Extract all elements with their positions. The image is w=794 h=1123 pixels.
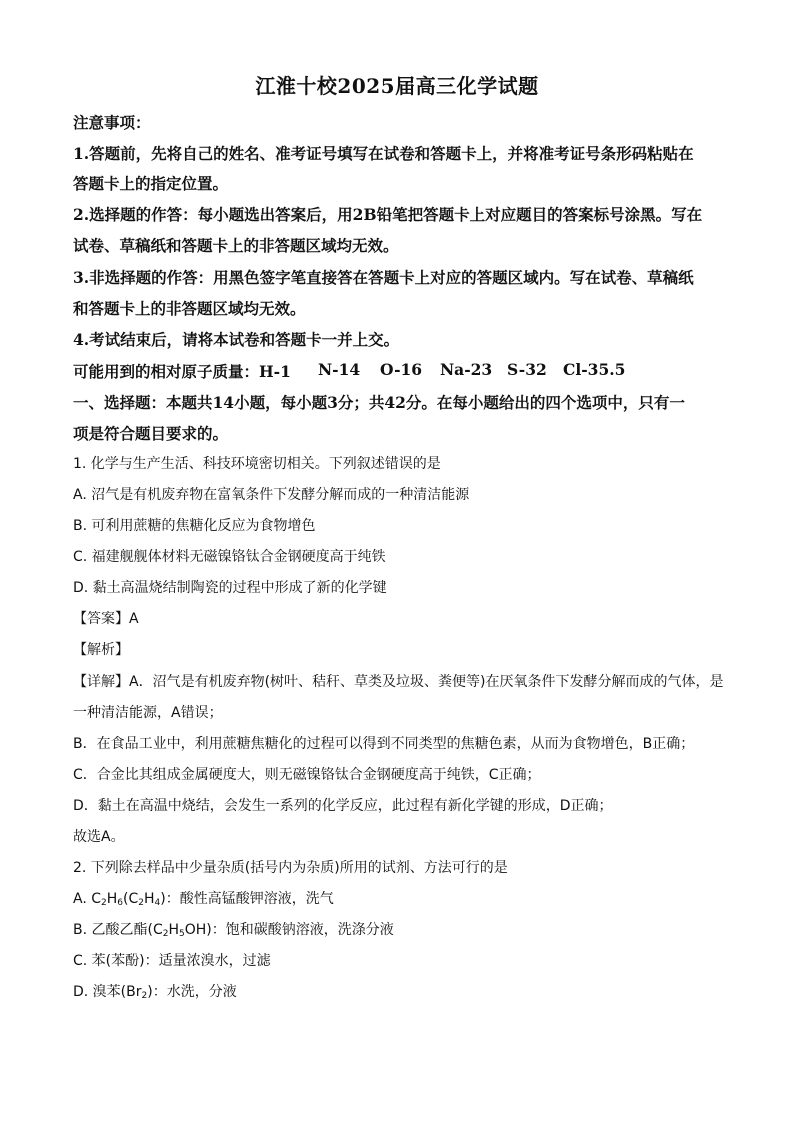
q1-analysis-label: 【解析】 (73, 642, 129, 658)
page-title: 江淮十校2025届高三化学试题 (255, 74, 539, 98)
notice-item-3b: 和答题卡上的非答题区域均无效。 (73, 299, 306, 318)
section-1-heading-b: 项是符合题目要求的。 (73, 424, 229, 443)
notice-item-2b: 试卷、草稿纸和答题卡上的非答题区域均无效。 (73, 236, 399, 255)
mass-cl: Cl-35.5 (563, 360, 626, 379)
q1-detail-e: D．黏土在高温中烧结，会发生一系列的化学反应，此过程有新化学键的形成，D正确； (73, 798, 613, 814)
q1-detail-d: C．合金比其组成金属硬度大，则无磁镍铬钛合金钢硬度高于纯铁，C正确； (73, 767, 541, 783)
q1-detail-a: 【详解】A．沼气是有机废弃物(树叶、秸秆、草类及垃圾、粪便等)在厌氧条件下发酵分解而成的气体，是 (73, 674, 724, 690)
atomic-masses-label: 可能用到的相对原子质量：H-1 (73, 362, 291, 381)
q1-option-d: D. 黏土高温烧结制陶瓷的过程中形成了新的化学键 (73, 580, 387, 596)
q1-answer: 【答案】A (73, 611, 139, 627)
q1-conclusion: 故选A。 (73, 829, 125, 845)
q2-option-d: D. 溴苯$(Br_2)$：水洗，分液 (73, 984, 237, 1001)
mass-na: Na-23 (440, 360, 493, 379)
q2-stem: 2. 下列除去样品中少量杂质(括号内为杂质)所用的试剂、方法可行的是 (73, 860, 508, 876)
notice-item-1b: 答题卡上的指定位置。 (73, 174, 229, 193)
q2-option-b: B. 乙酸乙酯$(C_2H_5OH)$：饱和碳酸钠溶液，洗涤分液 (73, 922, 394, 939)
q1-stem: 1. 化学与生产生活、科技环境密切相关。下列叙述错误的是 (73, 456, 441, 472)
q1-option-a: A. 沼气是有机废弃物在富氧条件下发酵分解而成的一种清洁能源 (73, 487, 470, 503)
notice-item-1a: 1.答题前，先将自己的姓名、准考证号填写在试卷和答题卡上，并将准考证号条形码粘贴在 (73, 144, 694, 163)
q1-detail-c: B．在食品工业中，利用蔗糖焦糖化的过程可以得到不同类型的焦糖色素，从而为食物增色，B正确； (73, 736, 695, 752)
notice-item-4: 4.考试结束后，请将本试卷和答题卡一并上交。 (73, 330, 400, 349)
mass-n: N-14 (318, 360, 361, 379)
q2-option-a: A. $C_2H_6(C_2H_4)$：酸性高锰酸钾溶液，洗气 (73, 891, 334, 908)
mass-o: O-16 (380, 360, 423, 379)
section-1-heading-a: 一、选择题：本题共14小题，每小题3分；共42分。在每小题给出的四个选项中，只有一 (73, 393, 685, 412)
notice-heading: 注意事项： (73, 113, 151, 132)
q1-detail-b: 一种清洁能源，A错误； (73, 705, 223, 721)
notice-item-2a: 2.选择题的作答：每小题选出答案后，用2B铅笔把答题卡上对应题目的答案标号涂黑。写在 (73, 205, 703, 224)
notice-item-3a: 3.非选择题的作答：用黑色签字笔直接答在答题卡上对应的答题区域内。写在试卷、草稿纸 (73, 268, 694, 287)
q1-option-b: B. 可利用蔗糖的焦糖化反应为食物增色 (73, 518, 316, 534)
q1-option-c: C. 福建舰舰体材料无磁镍铬钛合金钢硬度高于纯铁 (73, 549, 386, 565)
q2-option-c: C. 苯(苯酚)：适量浓溴水，过滤 (73, 953, 271, 969)
mass-s: S-32 (507, 360, 547, 379)
